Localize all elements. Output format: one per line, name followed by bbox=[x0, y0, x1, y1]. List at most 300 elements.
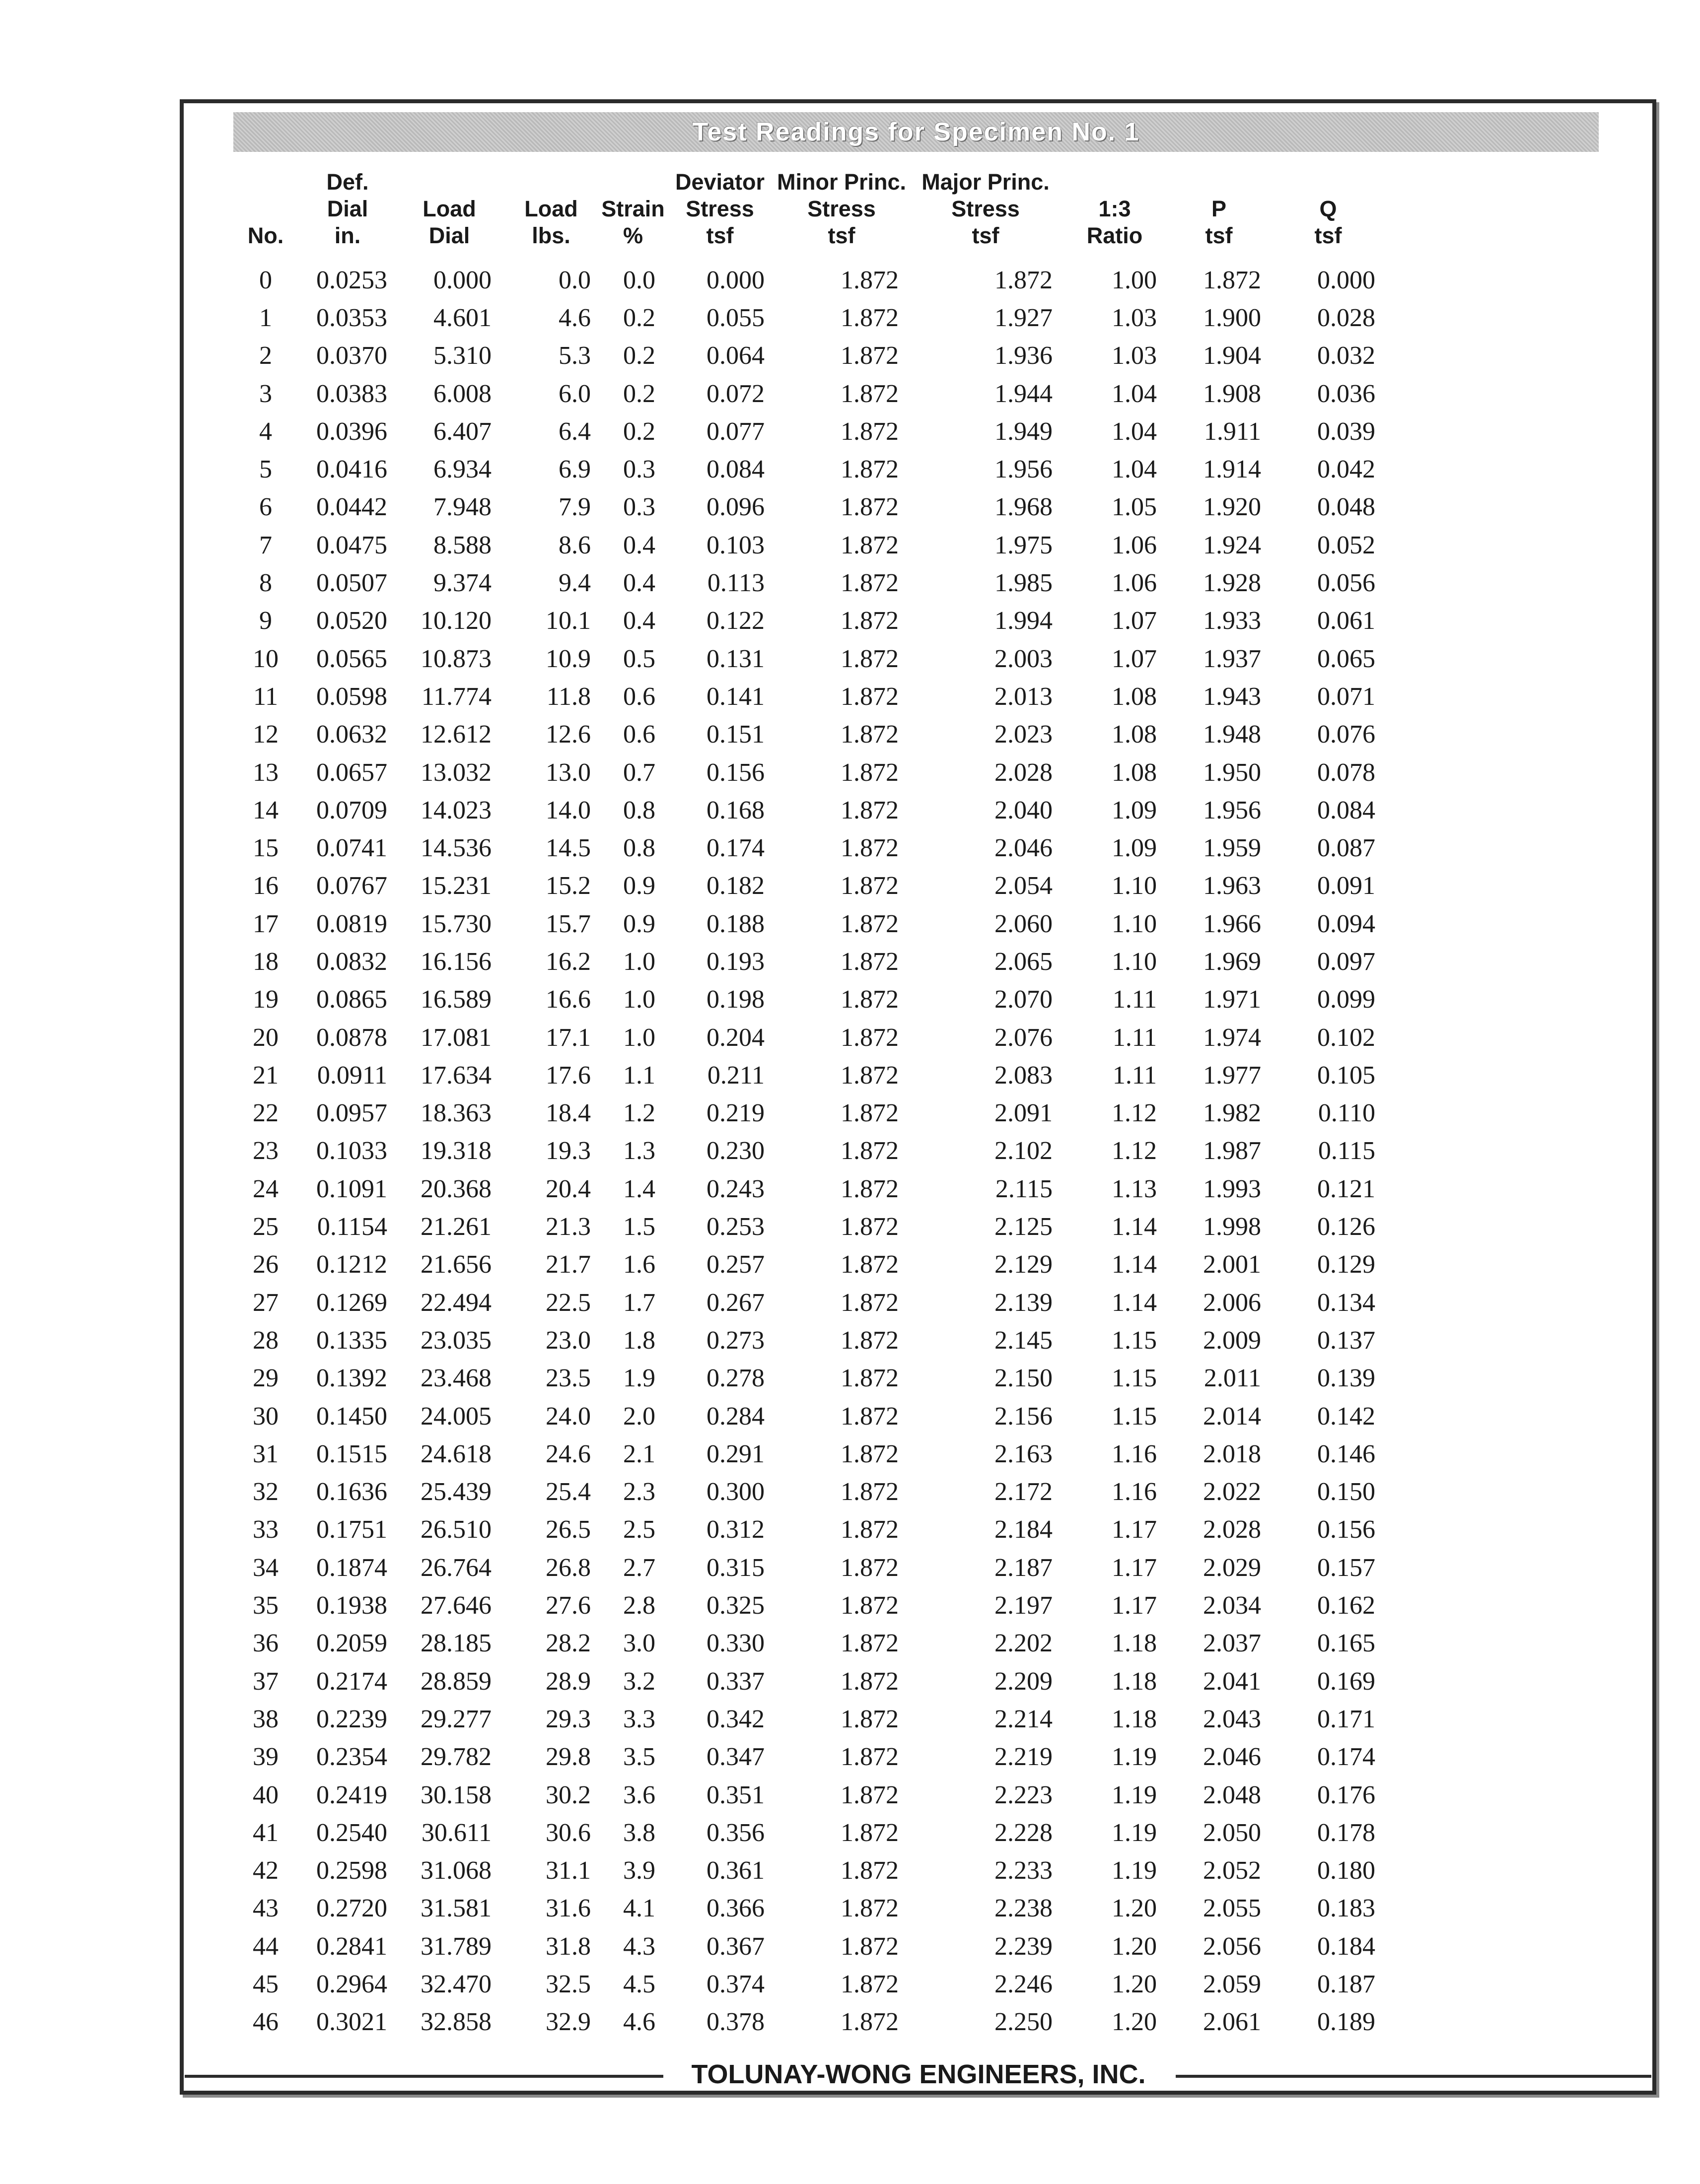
cell-deviator-stress: 0.351 bbox=[707, 1780, 765, 1809]
cell-minor-princ-stress: 1.872 bbox=[841, 1478, 899, 1506]
cell-q: 0.110 bbox=[1318, 1099, 1375, 1128]
cell-strain: 2.5 bbox=[623, 1515, 655, 1544]
table-row bbox=[233, 2003, 1385, 2041]
cell-no: 11 bbox=[253, 682, 279, 711]
footer-rule-left bbox=[185, 2075, 663, 2078]
cell-load-dial: 31.581 bbox=[421, 1894, 492, 1923]
cell-major-princ-stress: 1.936 bbox=[994, 341, 1053, 370]
cell-minor-princ-stress: 1.872 bbox=[841, 1137, 899, 1165]
cell-major-princ-stress: 2.003 bbox=[994, 644, 1053, 673]
cell-ratio: 1.20 bbox=[1112, 1970, 1157, 1998]
cell-p: 2.050 bbox=[1203, 1818, 1261, 1847]
cell-load-dial: 0.000 bbox=[433, 266, 492, 294]
cell-def-dial: 0.0911 bbox=[317, 1061, 387, 1090]
cell-p: 1.998 bbox=[1203, 1213, 1261, 1241]
column-header-line: lbs. bbox=[532, 223, 570, 248]
cell-ratio: 1.08 bbox=[1112, 682, 1157, 711]
cell-major-princ-stress: 2.223 bbox=[994, 1780, 1053, 1809]
cell-p: 2.056 bbox=[1203, 1932, 1261, 1961]
cell-load-lbs: 21.7 bbox=[546, 1250, 591, 1279]
cell-major-princ-stress: 2.070 bbox=[994, 985, 1053, 1014]
cell-deviator-stress: 0.367 bbox=[707, 1932, 765, 1961]
cell-strain: 0.2 bbox=[623, 303, 655, 332]
cell-ratio: 1.20 bbox=[1112, 2008, 1157, 2037]
cell-load-dial: 13.032 bbox=[421, 758, 492, 787]
cell-load-lbs: 24.6 bbox=[546, 1439, 591, 1468]
cell-p: 2.029 bbox=[1203, 1553, 1261, 1582]
cell-ratio: 1.08 bbox=[1112, 758, 1157, 787]
cell-minor-princ-stress: 1.872 bbox=[841, 1250, 899, 1279]
cell-deviator-stress: 0.361 bbox=[707, 1856, 765, 1885]
cell-deviator-stress: 0.366 bbox=[707, 1894, 765, 1923]
column-header-line: Deviator bbox=[675, 169, 765, 195]
cell-strain: 1.0 bbox=[623, 947, 655, 976]
cell-load-dial: 15.730 bbox=[421, 909, 492, 938]
cell-def-dial: 0.0396 bbox=[316, 417, 387, 446]
cell-deviator-stress: 0.113 bbox=[707, 569, 765, 598]
cell-minor-princ-stress: 1.872 bbox=[841, 569, 899, 598]
cell-minor-princ-stress: 1.872 bbox=[841, 1818, 899, 1847]
table-row bbox=[233, 829, 1385, 867]
table-body bbox=[233, 261, 1385, 2041]
cell-minor-princ-stress: 1.872 bbox=[841, 1591, 899, 1620]
cell-p: 1.982 bbox=[1203, 1099, 1261, 1128]
cell-strain: 1.5 bbox=[623, 1213, 655, 1241]
cell-no: 32 bbox=[253, 1478, 279, 1506]
cell-no: 2 bbox=[259, 341, 272, 370]
cell-deviator-stress: 0.337 bbox=[707, 1667, 765, 1696]
cell-no: 29 bbox=[253, 1364, 279, 1393]
cell-def-dial: 0.0598 bbox=[316, 682, 387, 711]
cell-p: 1.920 bbox=[1203, 493, 1261, 522]
cell-strain: 3.0 bbox=[623, 1629, 655, 1658]
table-row bbox=[233, 1738, 1385, 1776]
cell-q: 0.091 bbox=[1317, 872, 1375, 900]
table-row bbox=[233, 867, 1385, 905]
cell-p: 1.933 bbox=[1203, 607, 1261, 635]
cell-load-lbs: 0.0 bbox=[559, 266, 591, 294]
cell-load-lbs: 5.3 bbox=[559, 341, 591, 370]
cell-load-lbs: 16.2 bbox=[546, 947, 591, 976]
cell-load-dial: 5.310 bbox=[433, 341, 492, 370]
cell-deviator-stress: 0.198 bbox=[707, 985, 765, 1014]
cell-q: 0.187 bbox=[1317, 1970, 1375, 1998]
cell-minor-princ-stress: 1.872 bbox=[841, 303, 899, 332]
cell-deviator-stress: 0.378 bbox=[707, 2008, 765, 2037]
cell-no: 34 bbox=[253, 1553, 279, 1582]
cell-ratio: 1.15 bbox=[1112, 1364, 1157, 1393]
cell-deviator-stress: 0.096 bbox=[707, 493, 765, 522]
cell-q: 0.150 bbox=[1317, 1478, 1375, 1506]
cell-minor-princ-stress: 1.872 bbox=[841, 872, 899, 900]
cell-no: 43 bbox=[253, 1894, 279, 1923]
cell-q: 0.097 bbox=[1317, 947, 1375, 976]
cell-ratio: 1.11 bbox=[1112, 985, 1157, 1014]
cell-minor-princ-stress: 1.872 bbox=[841, 455, 899, 484]
cell-load-dial: 18.363 bbox=[421, 1099, 492, 1128]
cell-q: 0.171 bbox=[1317, 1705, 1375, 1733]
cell-major-princ-stress: 2.228 bbox=[994, 1818, 1053, 1847]
cell-no: 1 bbox=[259, 303, 272, 332]
cell-major-princ-stress: 2.145 bbox=[994, 1326, 1053, 1355]
table-row bbox=[233, 1625, 1385, 1662]
cell-minor-princ-stress: 1.872 bbox=[841, 1553, 899, 1582]
cell-ratio: 1.03 bbox=[1112, 303, 1157, 332]
column-header-line: tsf bbox=[1314, 223, 1342, 248]
cell-major-princ-stress: 2.239 bbox=[994, 1932, 1053, 1961]
cell-major-princ-stress: 2.202 bbox=[994, 1629, 1053, 1658]
cell-minor-princ-stress: 1.872 bbox=[841, 1932, 899, 1961]
table-row bbox=[233, 981, 1385, 1019]
table-row bbox=[233, 1019, 1385, 1056]
table-row bbox=[233, 526, 1385, 564]
column-header-line: Stress bbox=[807, 196, 876, 221]
cell-major-princ-stress: 2.060 bbox=[994, 909, 1053, 938]
cell-load-dial: 10.873 bbox=[421, 644, 492, 673]
cell-strain: 0.2 bbox=[623, 341, 655, 370]
cell-load-dial: 19.318 bbox=[421, 1137, 492, 1165]
cell-p: 1.950 bbox=[1203, 758, 1261, 787]
cell-ratio: 1.20 bbox=[1112, 1894, 1157, 1923]
cell-ratio: 1.09 bbox=[1112, 834, 1157, 863]
cell-p: 1.987 bbox=[1203, 1137, 1261, 1165]
cell-load-dial: 28.185 bbox=[421, 1629, 492, 1658]
cell-deviator-stress: 0.156 bbox=[707, 758, 765, 787]
cell-def-dial: 0.2174 bbox=[316, 1667, 387, 1696]
cell-strain: 2.7 bbox=[623, 1553, 655, 1582]
cell-def-dial: 0.0416 bbox=[316, 455, 387, 484]
cell-no: 19 bbox=[253, 985, 279, 1014]
column-header-line: Dial bbox=[428, 223, 470, 248]
cell-def-dial: 0.1874 bbox=[316, 1553, 387, 1582]
cell-strain: 0.9 bbox=[623, 909, 655, 938]
cell-no: 17 bbox=[253, 909, 279, 938]
cell-minor-princ-stress: 1.872 bbox=[841, 266, 899, 294]
cell-q: 0.169 bbox=[1317, 1667, 1375, 1696]
cell-p: 1.911 bbox=[1204, 417, 1261, 446]
column-header-load-dial bbox=[397, 169, 501, 261]
cell-strain: 3.2 bbox=[623, 1667, 655, 1696]
cell-no: 10 bbox=[253, 644, 279, 673]
cell-def-dial: 0.2354 bbox=[316, 1743, 387, 1772]
table-row bbox=[233, 337, 1385, 375]
cell-p: 2.014 bbox=[1203, 1402, 1261, 1431]
cell-ratio: 1.06 bbox=[1112, 569, 1157, 598]
cell-q: 0.032 bbox=[1317, 341, 1375, 370]
cell-minor-princ-stress: 1.872 bbox=[841, 985, 899, 1014]
cell-strain: 0.4 bbox=[623, 531, 655, 559]
cell-strain: 1.0 bbox=[623, 1023, 655, 1052]
cell-ratio: 1.18 bbox=[1112, 1629, 1157, 1658]
cell-p: 2.048 bbox=[1203, 1780, 1261, 1809]
cell-load-lbs: 14.0 bbox=[546, 796, 591, 824]
cell-deviator-stress: 0.000 bbox=[707, 266, 765, 294]
cell-no: 9 bbox=[259, 607, 272, 635]
column-header-load-lbs bbox=[501, 169, 601, 261]
cell-load-dial: 22.494 bbox=[421, 1288, 492, 1317]
cell-load-lbs: 11.8 bbox=[546, 682, 591, 711]
cell-load-dial: 17.081 bbox=[421, 1023, 492, 1052]
column-header-deviator-stress bbox=[665, 169, 775, 261]
cell-deviator-stress: 0.168 bbox=[707, 796, 765, 824]
cell-minor-princ-stress: 1.872 bbox=[841, 1743, 899, 1772]
cell-ratio: 1.04 bbox=[1112, 417, 1157, 446]
cell-p: 2.037 bbox=[1203, 1629, 1261, 1658]
cell-ratio: 1.07 bbox=[1112, 644, 1157, 673]
cell-q: 0.176 bbox=[1317, 1780, 1375, 1809]
cell-minor-princ-stress: 1.872 bbox=[841, 341, 899, 370]
cell-load-lbs: 15.2 bbox=[546, 872, 591, 900]
table-row bbox=[233, 375, 1385, 412]
cell-p: 2.043 bbox=[1203, 1705, 1261, 1733]
cell-ratio: 1.19 bbox=[1112, 1780, 1157, 1809]
table-row bbox=[233, 1814, 1385, 1851]
cell-major-princ-stress: 2.233 bbox=[994, 1856, 1053, 1885]
cell-ratio: 1.14 bbox=[1112, 1250, 1157, 1279]
cell-load-lbs: 14.5 bbox=[546, 834, 591, 863]
cell-def-dial: 0.1751 bbox=[316, 1515, 387, 1544]
cell-p: 1.966 bbox=[1203, 909, 1261, 938]
cell-load-dial: 17.634 bbox=[421, 1061, 492, 1090]
cell-major-princ-stress: 2.197 bbox=[994, 1591, 1053, 1620]
cell-no: 37 bbox=[253, 1667, 279, 1696]
cell-strain: 0.3 bbox=[623, 493, 655, 522]
footer-rule-right bbox=[1176, 2075, 1651, 2078]
cell-load-dial: 15.231 bbox=[421, 872, 492, 900]
cell-def-dial: 0.2059 bbox=[316, 1629, 387, 1658]
column-header-line: Stress bbox=[686, 196, 754, 221]
cell-minor-princ-stress: 1.872 bbox=[841, 1213, 899, 1241]
cell-deviator-stress: 0.103 bbox=[707, 531, 765, 559]
cell-minor-princ-stress: 1.872 bbox=[841, 1099, 899, 1128]
cell-def-dial: 0.3021 bbox=[316, 2008, 387, 2037]
cell-q: 0.180 bbox=[1317, 1856, 1375, 1885]
cell-load-dial: 7.948 bbox=[433, 493, 492, 522]
cell-ratio: 1.04 bbox=[1112, 379, 1157, 408]
cell-deviator-stress: 0.141 bbox=[707, 682, 765, 711]
cell-q: 0.139 bbox=[1317, 1364, 1375, 1393]
cell-deviator-stress: 0.084 bbox=[707, 455, 765, 484]
cell-major-princ-stress: 2.150 bbox=[994, 1364, 1053, 1393]
table-row bbox=[233, 1170, 1385, 1208]
cell-deviator-stress: 0.284 bbox=[707, 1402, 765, 1431]
cell-minor-princ-stress: 1.872 bbox=[841, 1629, 899, 1658]
cell-deviator-stress: 0.077 bbox=[707, 417, 765, 446]
cell-minor-princ-stress: 1.872 bbox=[841, 1970, 899, 1998]
cell-load-lbs: 20.4 bbox=[546, 1174, 591, 1203]
cell-def-dial: 0.0253 bbox=[316, 266, 387, 294]
cell-def-dial: 0.2841 bbox=[316, 1932, 387, 1961]
cell-ratio: 1.15 bbox=[1112, 1326, 1157, 1355]
cell-ratio: 1.10 bbox=[1112, 947, 1157, 976]
table-row bbox=[233, 753, 1385, 791]
cell-load-dial: 9.374 bbox=[433, 569, 492, 598]
cell-major-princ-stress: 2.102 bbox=[994, 1137, 1053, 1165]
cell-p: 1.959 bbox=[1203, 834, 1261, 863]
cell-strain: 3.3 bbox=[623, 1705, 655, 1733]
table-row bbox=[233, 1890, 1385, 1927]
cell-deviator-stress: 0.347 bbox=[707, 1743, 765, 1772]
cell-major-princ-stress: 2.115 bbox=[995, 1174, 1053, 1203]
cell-def-dial: 0.0767 bbox=[316, 872, 387, 900]
cell-ratio: 1.14 bbox=[1112, 1288, 1157, 1317]
cell-def-dial: 0.0741 bbox=[316, 834, 387, 863]
table-row bbox=[233, 488, 1385, 526]
table-row bbox=[233, 1397, 1385, 1435]
table-row bbox=[233, 450, 1385, 488]
cell-load-dial: 8.588 bbox=[433, 531, 492, 559]
cell-deviator-stress: 0.315 bbox=[707, 1553, 765, 1582]
cell-strain: 0.0 bbox=[623, 266, 655, 294]
cell-major-princ-stress: 2.054 bbox=[994, 872, 1053, 900]
cell-q: 0.174 bbox=[1317, 1743, 1375, 1772]
table-row bbox=[233, 1246, 1385, 1284]
cell-load-dial: 6.934 bbox=[433, 455, 492, 484]
column-header-strain bbox=[601, 169, 665, 261]
cell-def-dial: 0.0709 bbox=[316, 796, 387, 824]
cell-no: 23 bbox=[253, 1137, 279, 1165]
cell-load-lbs: 6.4 bbox=[559, 417, 591, 446]
cell-strain: 1.1 bbox=[623, 1061, 655, 1090]
cell-no: 18 bbox=[253, 947, 279, 976]
cell-minor-princ-stress: 1.872 bbox=[841, 1402, 899, 1431]
cell-def-dial: 0.1636 bbox=[316, 1478, 387, 1506]
cell-ratio: 1.18 bbox=[1112, 1667, 1157, 1696]
cell-load-lbs: 27.6 bbox=[546, 1591, 591, 1620]
cell-load-dial: 11.774 bbox=[421, 682, 492, 711]
cell-minor-princ-stress: 1.872 bbox=[841, 644, 899, 673]
cell-p: 1.908 bbox=[1203, 379, 1261, 408]
cell-p: 1.914 bbox=[1203, 455, 1261, 484]
cell-ratio: 1.17 bbox=[1112, 1553, 1157, 1582]
table-row bbox=[233, 1586, 1385, 1624]
cell-ratio: 1.16 bbox=[1112, 1439, 1157, 1468]
cell-p: 2.028 bbox=[1203, 1515, 1261, 1544]
cell-no: 0 bbox=[259, 266, 272, 294]
cell-def-dial: 0.0832 bbox=[316, 947, 387, 976]
cell-ratio: 1.19 bbox=[1112, 1856, 1157, 1885]
cell-major-princ-stress: 1.872 bbox=[994, 266, 1053, 294]
cell-no: 31 bbox=[253, 1439, 279, 1468]
cell-no: 33 bbox=[253, 1515, 279, 1544]
cell-strain: 1.6 bbox=[623, 1250, 655, 1279]
cell-major-princ-stress: 1.949 bbox=[994, 417, 1053, 446]
cell-load-lbs: 31.6 bbox=[546, 1894, 591, 1923]
column-header-line: Stress bbox=[951, 196, 1020, 221]
table-row bbox=[233, 1473, 1385, 1511]
cell-load-dial: 21.261 bbox=[421, 1213, 492, 1241]
cell-q: 0.129 bbox=[1317, 1250, 1375, 1279]
table-row bbox=[233, 1927, 1385, 1965]
cell-no: 36 bbox=[253, 1629, 279, 1658]
cell-load-dial: 4.601 bbox=[433, 303, 492, 332]
cell-load-lbs: 26.5 bbox=[546, 1515, 591, 1544]
cell-q: 0.178 bbox=[1317, 1818, 1375, 1847]
cell-q: 0.042 bbox=[1317, 455, 1375, 484]
cell-major-princ-stress: 2.046 bbox=[994, 834, 1053, 863]
cell-major-princ-stress: 2.250 bbox=[994, 2008, 1053, 2037]
cell-q: 0.142 bbox=[1317, 1402, 1375, 1431]
cell-no: 35 bbox=[253, 1591, 279, 1620]
cell-load-lbs: 32.5 bbox=[546, 1970, 591, 1998]
cell-strain: 2.0 bbox=[623, 1402, 655, 1431]
cell-def-dial: 0.2419 bbox=[316, 1780, 387, 1809]
cell-deviator-stress: 0.072 bbox=[707, 379, 765, 408]
cell-load-dial: 21.656 bbox=[421, 1250, 492, 1279]
cell-no: 45 bbox=[253, 1970, 279, 1998]
cell-q: 0.076 bbox=[1317, 720, 1375, 749]
cell-major-princ-stress: 2.040 bbox=[994, 796, 1053, 824]
cell-q: 0.102 bbox=[1317, 1023, 1375, 1052]
column-header-line: tsf bbox=[828, 223, 855, 248]
cell-minor-princ-stress: 1.872 bbox=[841, 493, 899, 522]
cell-load-lbs: 21.3 bbox=[546, 1213, 591, 1241]
cell-deviator-stress: 0.219 bbox=[707, 1099, 765, 1128]
cell-ratio: 1.05 bbox=[1112, 493, 1157, 522]
cell-def-dial: 0.0657 bbox=[316, 758, 387, 787]
cell-no: 16 bbox=[253, 872, 279, 900]
column-header-p bbox=[1167, 169, 1271, 261]
cell-q: 0.061 bbox=[1317, 607, 1375, 635]
cell-def-dial: 0.1212 bbox=[316, 1250, 387, 1279]
table-row bbox=[233, 1132, 1385, 1170]
cell-q: 0.189 bbox=[1317, 2008, 1375, 2037]
cell-no: 22 bbox=[253, 1099, 279, 1128]
table-row bbox=[233, 412, 1385, 450]
cell-major-princ-stress: 2.219 bbox=[994, 1743, 1053, 1772]
cell-p: 2.055 bbox=[1203, 1894, 1261, 1923]
cell-p: 1.937 bbox=[1203, 644, 1261, 673]
cell-def-dial: 0.2720 bbox=[316, 1894, 387, 1923]
cell-major-princ-stress: 2.139 bbox=[994, 1288, 1053, 1317]
cell-minor-princ-stress: 1.872 bbox=[841, 1326, 899, 1355]
cell-no: 28 bbox=[253, 1326, 279, 1355]
cell-p: 1.948 bbox=[1203, 720, 1261, 749]
cell-major-princ-stress: 2.091 bbox=[994, 1099, 1053, 1128]
cell-no: 42 bbox=[253, 1856, 279, 1885]
cell-no: 27 bbox=[253, 1288, 279, 1317]
cell-minor-princ-stress: 1.872 bbox=[841, 909, 899, 938]
cell-def-dial: 0.1515 bbox=[316, 1439, 387, 1468]
cell-def-dial: 0.0383 bbox=[316, 379, 387, 408]
title-banner bbox=[233, 112, 1599, 152]
cell-minor-princ-stress: 1.872 bbox=[841, 796, 899, 824]
cell-minor-princ-stress: 1.872 bbox=[841, 607, 899, 635]
cell-major-princ-stress: 1.944 bbox=[994, 379, 1053, 408]
cell-ratio: 1.08 bbox=[1112, 720, 1157, 749]
table-row bbox=[233, 1360, 1385, 1397]
cell-ratio: 1.16 bbox=[1112, 1478, 1157, 1506]
table-row bbox=[233, 1549, 1385, 1586]
table-row bbox=[233, 1662, 1385, 1700]
cell-deviator-stress: 0.122 bbox=[707, 607, 765, 635]
cell-no: 13 bbox=[253, 758, 279, 787]
cell-load-lbs: 30.6 bbox=[546, 1818, 591, 1847]
cell-load-dial: 23.035 bbox=[421, 1326, 492, 1355]
cell-ratio: 1.17 bbox=[1112, 1515, 1157, 1544]
cell-p: 1.963 bbox=[1203, 872, 1261, 900]
cell-def-dial: 0.0632 bbox=[316, 720, 387, 749]
cell-ratio: 1.07 bbox=[1112, 607, 1157, 635]
cell-load-lbs: 32.9 bbox=[546, 2008, 591, 2037]
cell-minor-princ-stress: 1.872 bbox=[841, 1705, 899, 1733]
cell-minor-princ-stress: 1.872 bbox=[841, 720, 899, 749]
cell-strain: 1.9 bbox=[623, 1364, 655, 1393]
cell-deviator-stress: 0.055 bbox=[707, 303, 765, 332]
cell-minor-princ-stress: 1.872 bbox=[841, 1667, 899, 1696]
cell-load-dial: 14.536 bbox=[421, 834, 492, 863]
cell-strain: 4.3 bbox=[623, 1932, 655, 1961]
